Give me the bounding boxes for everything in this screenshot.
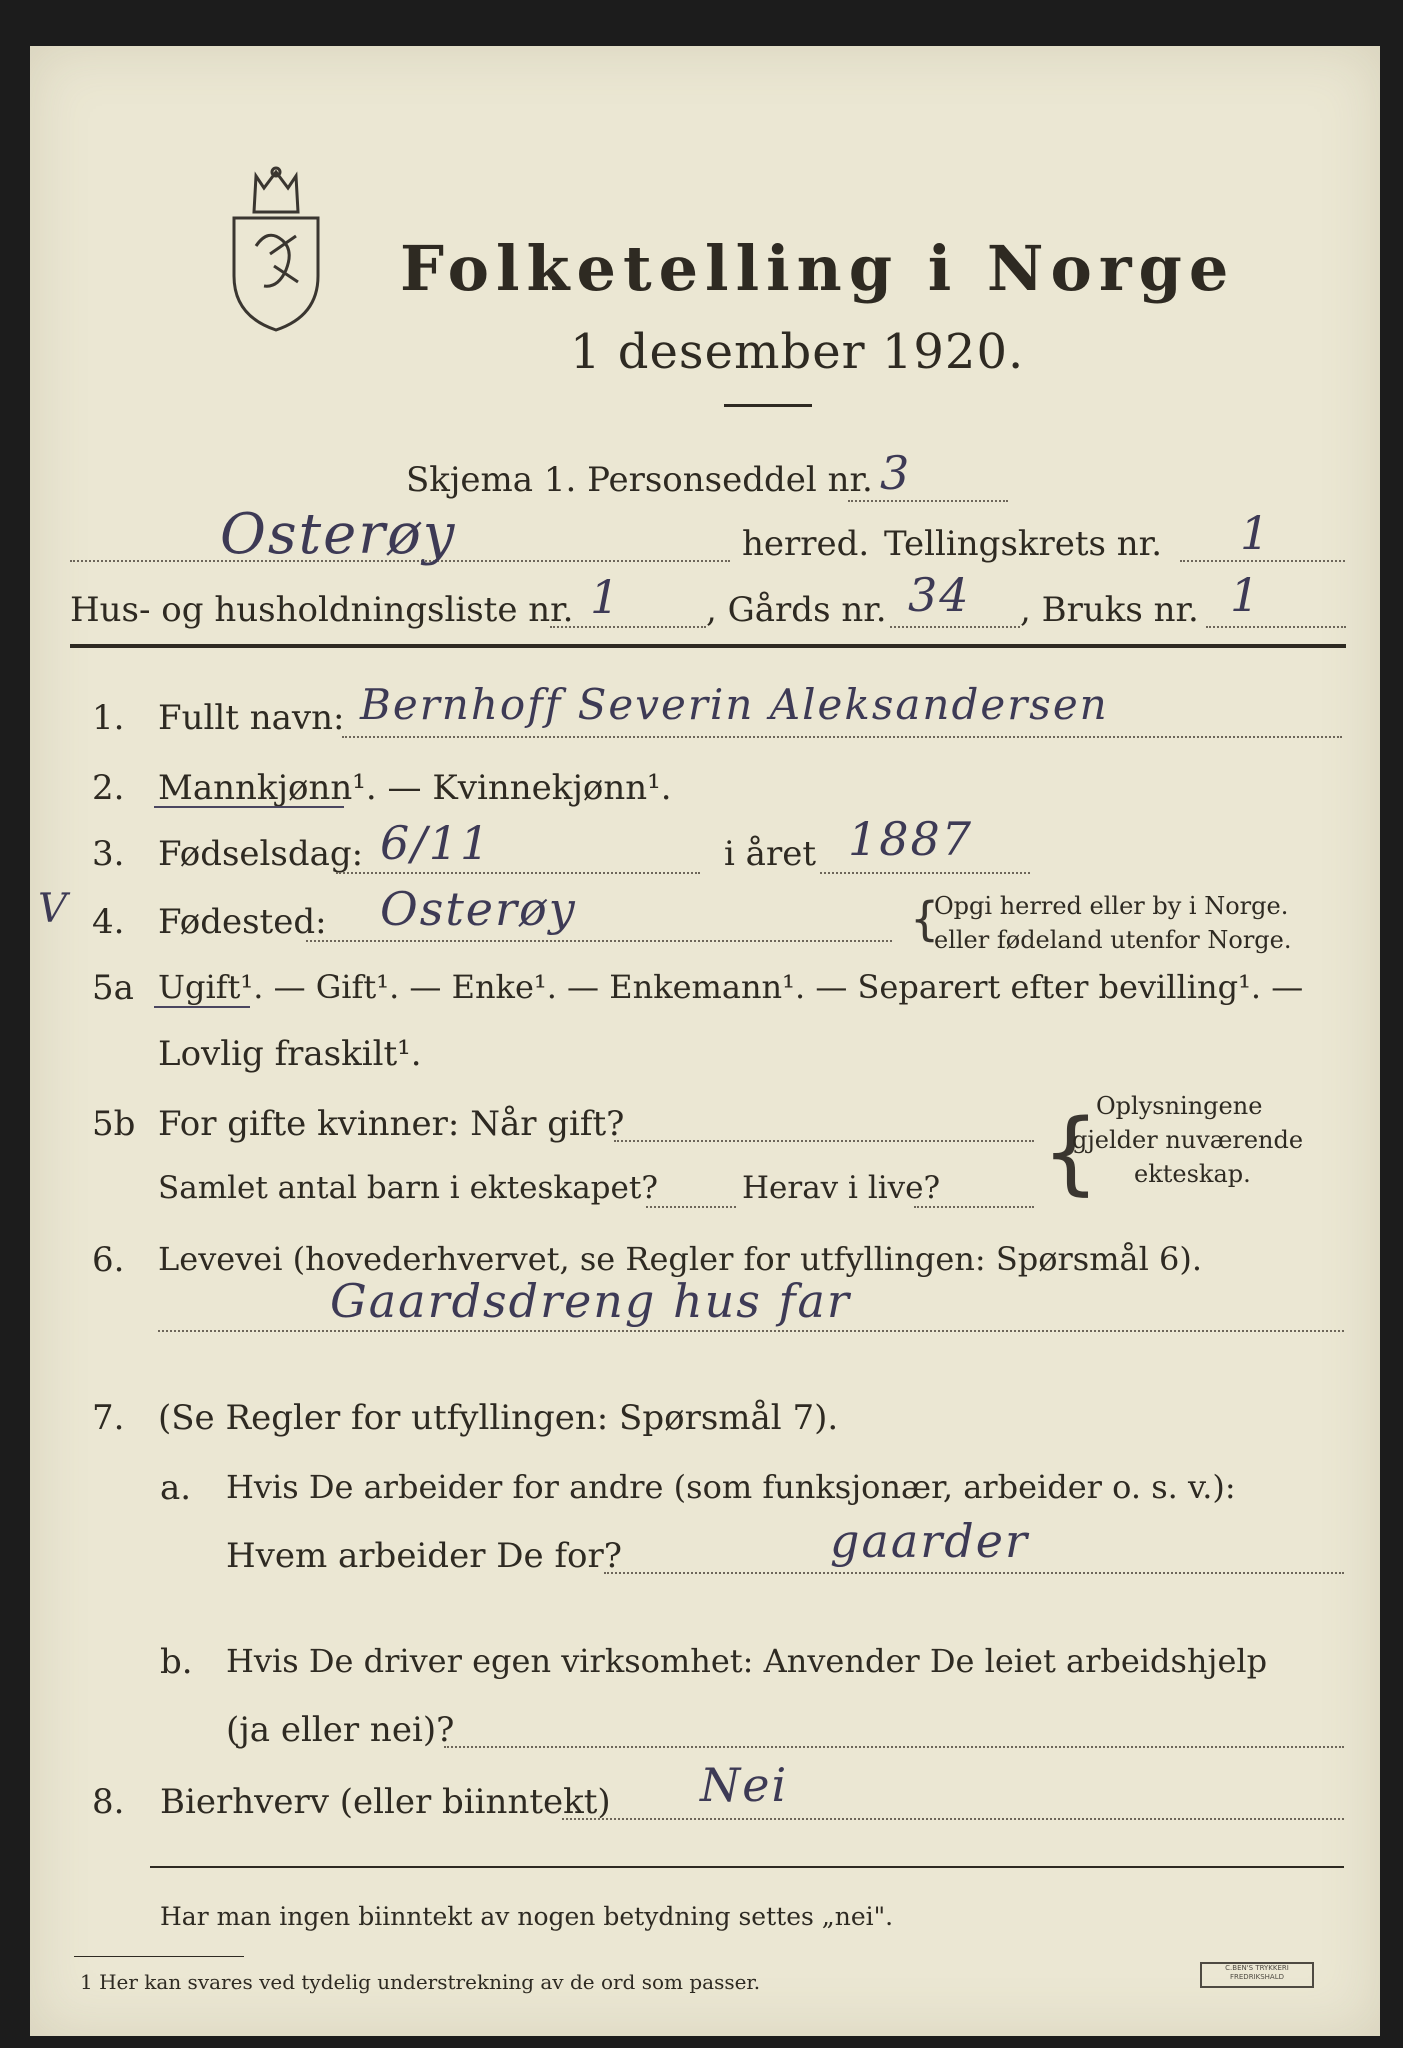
q6-value: Gaardsdreng hus far (330, 1274, 851, 1328)
tellingskrets-label: Tellingskrets nr. (884, 524, 1163, 564)
q3-value: 6/11 (380, 816, 492, 870)
q5b-label: For gifte kvinner: Når gift? (158, 1104, 625, 1144)
q5b-label-line3: Herav i live? (742, 1170, 941, 1206)
q5b-label-line2: Samlet antal barn i ekteskapet? (158, 1170, 658, 1206)
q4-number: 4. (92, 902, 125, 942)
herred-value: Osterøy (220, 502, 457, 567)
q1-line (342, 736, 1342, 738)
q5b-note-line2: gjelder nuværende (1072, 1126, 1304, 1154)
bruks-value: 1 (1230, 568, 1262, 622)
q7a-number: a. (160, 1468, 192, 1508)
q4-margin-mark: V (38, 886, 69, 932)
q5a-label: Ugift¹. — Gift¹. — Enke¹. — Enkemann¹. — Separert efter bevilling¹. — (158, 968, 1304, 1006)
title-divider (724, 404, 812, 407)
q5a-number: 5a (92, 968, 134, 1008)
q5a-label-line2: Lovlig fraskilt¹. (158, 1034, 422, 1074)
norway-coat-of-arms-icon (226, 166, 326, 338)
footer-note: Har man ingen biinntekt av nogen betydning settes „nei". (160, 1902, 894, 1931)
printer-stamp (1200, 1962, 1314, 1988)
q7a-label: Hvis De arbeider for andre (som funksjonær, arbeider o. s. v.): (226, 1468, 1236, 1506)
gards-label: , Gårds nr. (706, 590, 887, 630)
q3-year-value: 1887 (848, 812, 974, 866)
q3-number: 3. (92, 834, 125, 874)
q4-line (306, 940, 892, 942)
gards-line (890, 626, 1020, 628)
q1-value: Bernhoff Severin Aleksandersen (360, 680, 1109, 729)
q7a-value: gaarder (830, 1514, 1029, 1568)
q7-label: (Se Regler for utfyllingen: Spørsmål 7). (158, 1398, 839, 1438)
q2-label: Mannkjønn¹. — Kvinnekjønn¹. (158, 768, 672, 808)
census-date: 1 desember 1920. (570, 324, 1025, 380)
q6-line (158, 1330, 1344, 1332)
tellingskrets-value: 1 (1240, 506, 1272, 560)
bruks-label: , Bruks nr. (1020, 590, 1199, 630)
q7-number: 7. (92, 1398, 125, 1438)
skjema-value: 3 (880, 446, 912, 500)
q7b-label-line2: (ja eller nei)? (226, 1710, 455, 1750)
q5b-barn-line (646, 1206, 736, 1208)
q5b-gift-line (614, 1140, 1034, 1142)
q8-value: Nei (700, 1758, 789, 1812)
q5b-note-brace: { (1042, 1100, 1100, 1205)
hus-label: Hus- og husholdningsliste nr. (70, 590, 574, 630)
skjema-line (848, 500, 1008, 502)
q6-label: Levevei (hovederhvervet, se Regler for utfyllingen: Spørsmål 6). (158, 1240, 1203, 1278)
page-title: Folketelling i Norge (400, 232, 1236, 305)
skjema-label: Skjema 1. Personseddel nr. (406, 460, 873, 500)
q5b-ilive-line (914, 1206, 1034, 1208)
q4-label: Fødested: (158, 902, 327, 942)
hus-line (550, 626, 706, 628)
q4-note-line2: eller fødeland utenfor Norge. (934, 926, 1292, 954)
q7b-number: b. (160, 1642, 193, 1682)
q2-mannkjonn-underline (154, 806, 344, 808)
q1-number: 1. (92, 698, 125, 738)
q7a-label-line2: Hvem arbeider De for? (226, 1536, 622, 1576)
footnote-divider (74, 1956, 244, 1957)
q1-label: Fullt navn: (158, 698, 345, 738)
census-form-page (30, 46, 1380, 2036)
q8-number: 8. (92, 1782, 125, 1822)
q7a-line (604, 1572, 1344, 1574)
stamp-line2: FREDRIKSHALD (1229, 1973, 1284, 1981)
q3-label: Fødselsdag: (158, 834, 364, 874)
footer-divider (150, 1866, 1344, 1868)
gards-value: 34 (908, 568, 971, 622)
hus-value: 1 (590, 570, 622, 624)
q7b-line (444, 1746, 1344, 1748)
q4-note-line1: Opgi herred eller by i Norge. (934, 892, 1289, 920)
q3-year-label: i året (724, 834, 816, 874)
tellingskrets-line (1180, 560, 1345, 562)
q4-note-brace: { (910, 892, 940, 946)
q2-number: 2. (92, 768, 125, 808)
header-divider (70, 644, 1346, 648)
q6-number: 6. (92, 1240, 125, 1280)
q3-year-line (820, 872, 1030, 874)
q3-line (336, 872, 700, 874)
q5b-note-line3: ekteskap. (1134, 1160, 1251, 1188)
herred-label: herred. (742, 524, 870, 564)
bruks-line (1206, 626, 1346, 628)
q4-value: Osterøy (380, 882, 577, 936)
stamp-line1: C.BEN'S TRYKKERI (1225, 1964, 1289, 1972)
footnote: 1 Her kan svares ved tydelig understrekning av de ord som passer. (80, 1970, 761, 1994)
q5b-note-line1: Oplysningene (1096, 1092, 1263, 1120)
q8-label: Bierhverv (eller biinntekt) (160, 1782, 611, 1822)
q7b-label: Hvis De driver egen virksomhet: Anvender De leiet arbeidshjelp (226, 1642, 1268, 1680)
q8-line (562, 1818, 1344, 1820)
q5b-number: 5b (92, 1104, 136, 1144)
q5a-ugift-underline (154, 1006, 250, 1008)
